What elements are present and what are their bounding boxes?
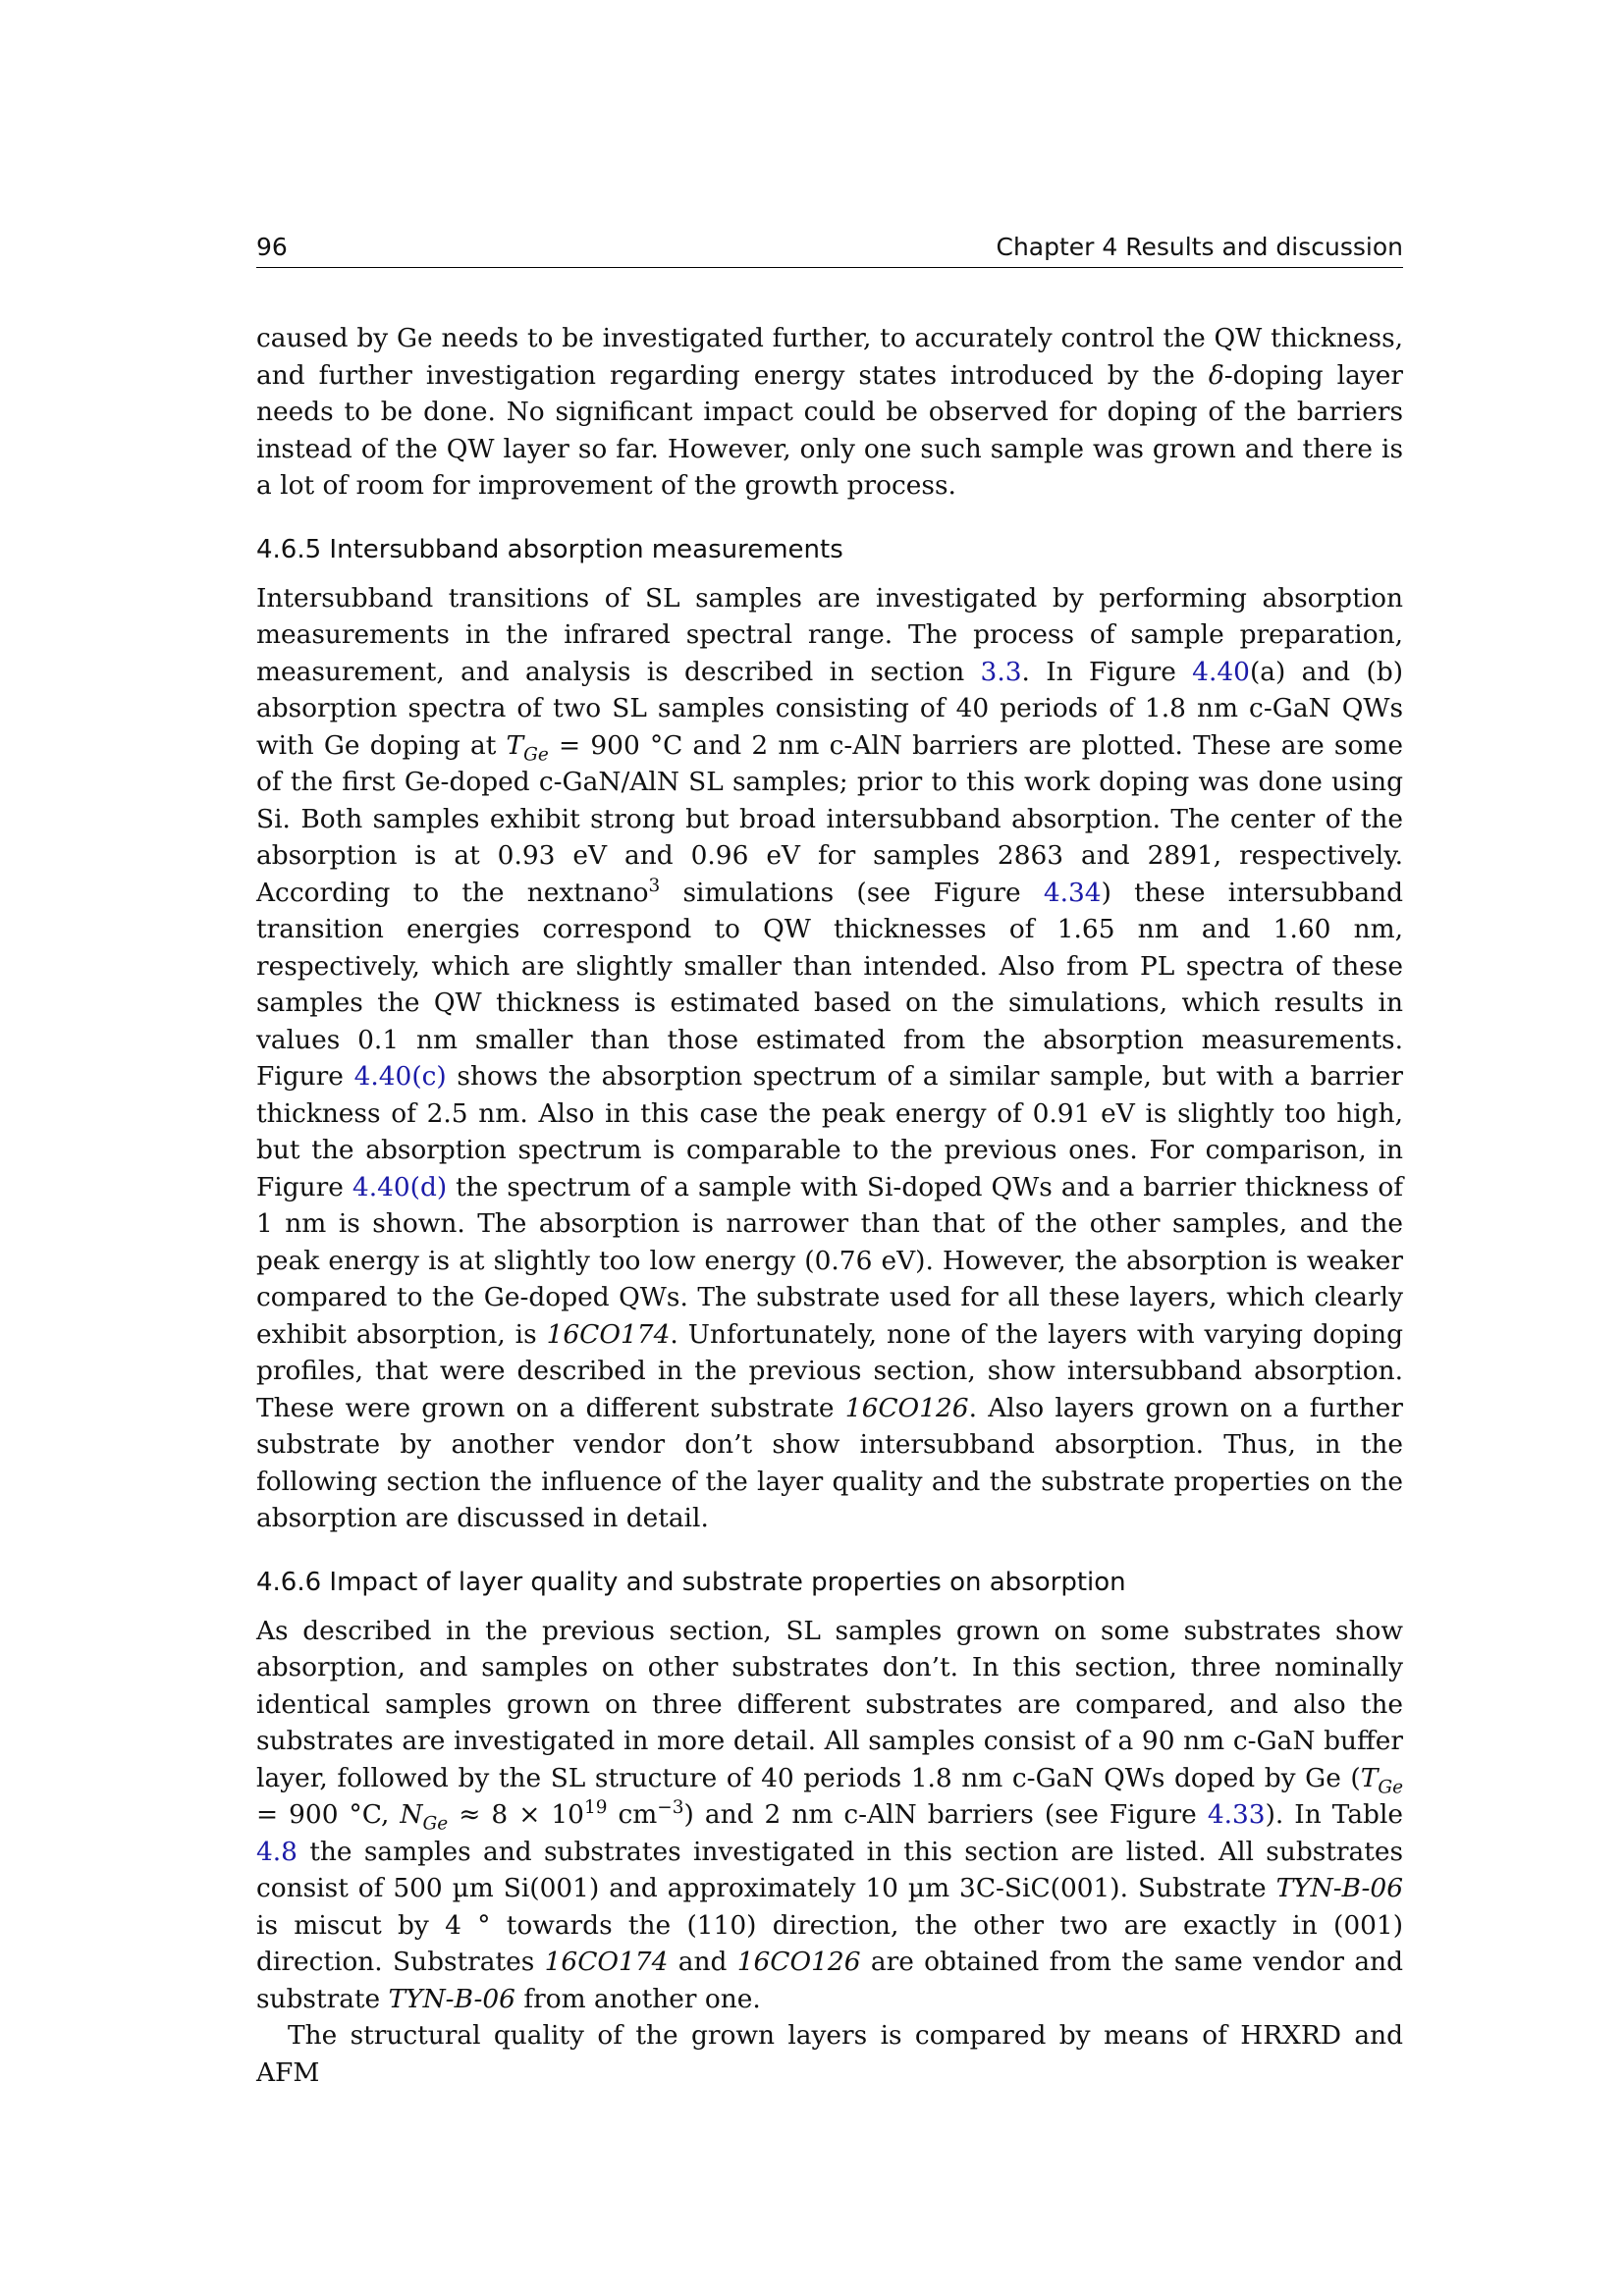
substrate-name: TYN-B-06 [1275, 1873, 1403, 1903]
ref-figure-4-34[interactable]: 4.34 [1043, 877, 1102, 908]
ref-section-3-3[interactable]: 3.3 [980, 656, 1022, 687]
ref-figure-4-33[interactable]: 4.33 [1207, 1799, 1266, 1830]
substrate-name: 16CO126 [736, 1947, 861, 1977]
ref-figure-4-40[interactable]: 4.40 [1192, 656, 1250, 687]
substrate-name: TYN-B-06 [388, 1983, 515, 2014]
running-header [256, 228, 1403, 268]
chapter-title: Chapter 4 Results and discussion [996, 233, 1403, 261]
delta-symbol: δ [1208, 359, 1224, 391]
page-number: 96 [256, 233, 288, 261]
section-heading-4-6-6: 4.6.6 Impact of layer quality and substrate properties on absorption [256, 1567, 1126, 1597]
body-text [256, 320, 1403, 2091]
substrate-name: 16CO174 [546, 1318, 671, 1350]
substrate-name: 16CO174 [544, 1947, 669, 1977]
substrate-name: 16CO126 [844, 1392, 969, 1423]
section-heading-4-6-5: 4.6.5 Intersubband absorption measurements [256, 534, 843, 564]
ref-figure-4-40d[interactable]: 4.40(d) [352, 1171, 448, 1202]
ref-figure-4-40c[interactable]: 4.40(c) [353, 1061, 447, 1092]
paragraph-substrates: As described in the previous section, SL samples grown on some substrates show absorption, and samples on other substrates don’t. In this section, three nominally identical samples grown on three different substrates are compared, and also the substrates are investigated in more detail. All samples consist of a 90 nm c-GaN buffer layer, followed by the SL structure of 40 periods 1.8 nm c-GaN QWs doped by Ge ($T_{Ge} = 900$ °C, $N_{Ge} \approx 8 \times 10^{19}$ $cm^{-3}$) and 2 nm c-AlN barriers (see Figure 4.33). In Table 4.8 the samples and substrates investigated in this section are listed. All substrates consist of 500 µm Si(001) and approximately 10 µm 3C-SiC(001). Substrate TYN-B-06 is miscut by 4 ° towards the (110) direction, the other two are exactly in (001) direction. Substrates 16CO174 and 16CO126 are obtained from the same vendor and substrate TYN-B-06 from another one. [256, 1615, 1404, 2014]
ref-table-4-8[interactable]: 4.8 [256, 1836, 298, 1867]
paragraph-structural-quality: The structural quality of the grown layers is compared by means of HRXRD and AFM [256, 2020, 1403, 2088]
paragraph-continued: caused by Ge needs to be investigated further, to accurately control the QW thickness, and further investigation regarding energy states introduced by the δ-doping layer needs to be done. No significant impact could be observed for doping of the barriers instead of the QW layer so far. However, only one such sample was grown and there is a lot of room for improvement of the growth process. [256, 323, 1403, 501]
paragraph-intersubband: Intersubband transitions of SL samples are investigated by performing absorption measurements in the infrared spectral range. The process of sample preparation, measurement, and analysis is described in section 3.3. In Figure 4.40(a) and (b) absorption spectra of two SL samples consisting of 40 periods of 1.8 nm c-GaN QWs with Ge doping at $T_{Ge} = 900$ °C and 2 nm c-AlN barriers are plotted. These are some of the first Ge-doped c-GaN/AlN SL samples; prior to this work doping was done using Si. Both samples exhibit strong but broad intersubband absorption. The center of the absorption is at 0.93 eV and 0.96 eV for samples 2863 and 2891, respectively. According to the nextnano$^3$ simulations (see Figure 4.34) these intersubband transition energies correspond to QW thicknesses of 1.65 nm and 1.60 nm, respectively, which are slightly smaller than intended. Also from PL spectra of these samples the QW thickness is estimated based on the simulations, which results in values 0.1 nm smaller than those estimated from the absorption measurements. Figure 4.40(c) shows the absorption spectrum of a similar sample, but with a barrier thickness of 2.5 nm. Also in this case the peak energy of 0.91 eV is slightly too high, but the absorption spectrum is comparable to the previous ones. For comparison, in Figure 4.40(d) the spectrum of a sample with Si-doped QWs and a barrier thickness of 1 nm is shown. The absorption is narrower than that of the other samples, and the peak energy is at slightly too low energy (0.76 eV). However, the absorption is weaker compared to the Ge-doped QWs. The substrate used for all these layers, which clearly exhibit absorption, is 16CO174. Unfortunately, none of the layers with varying doping profiles, that were described in the previous section, show intersubband absorption. These were grown on a different substrate 16CO126. Also layers grown on a further substrate by another vendor don’t show intersubband absorption. Thus, in the following section the influence of the layer quality and the substrate properties on the absorption are discussed in detail. [256, 582, 1404, 1533]
